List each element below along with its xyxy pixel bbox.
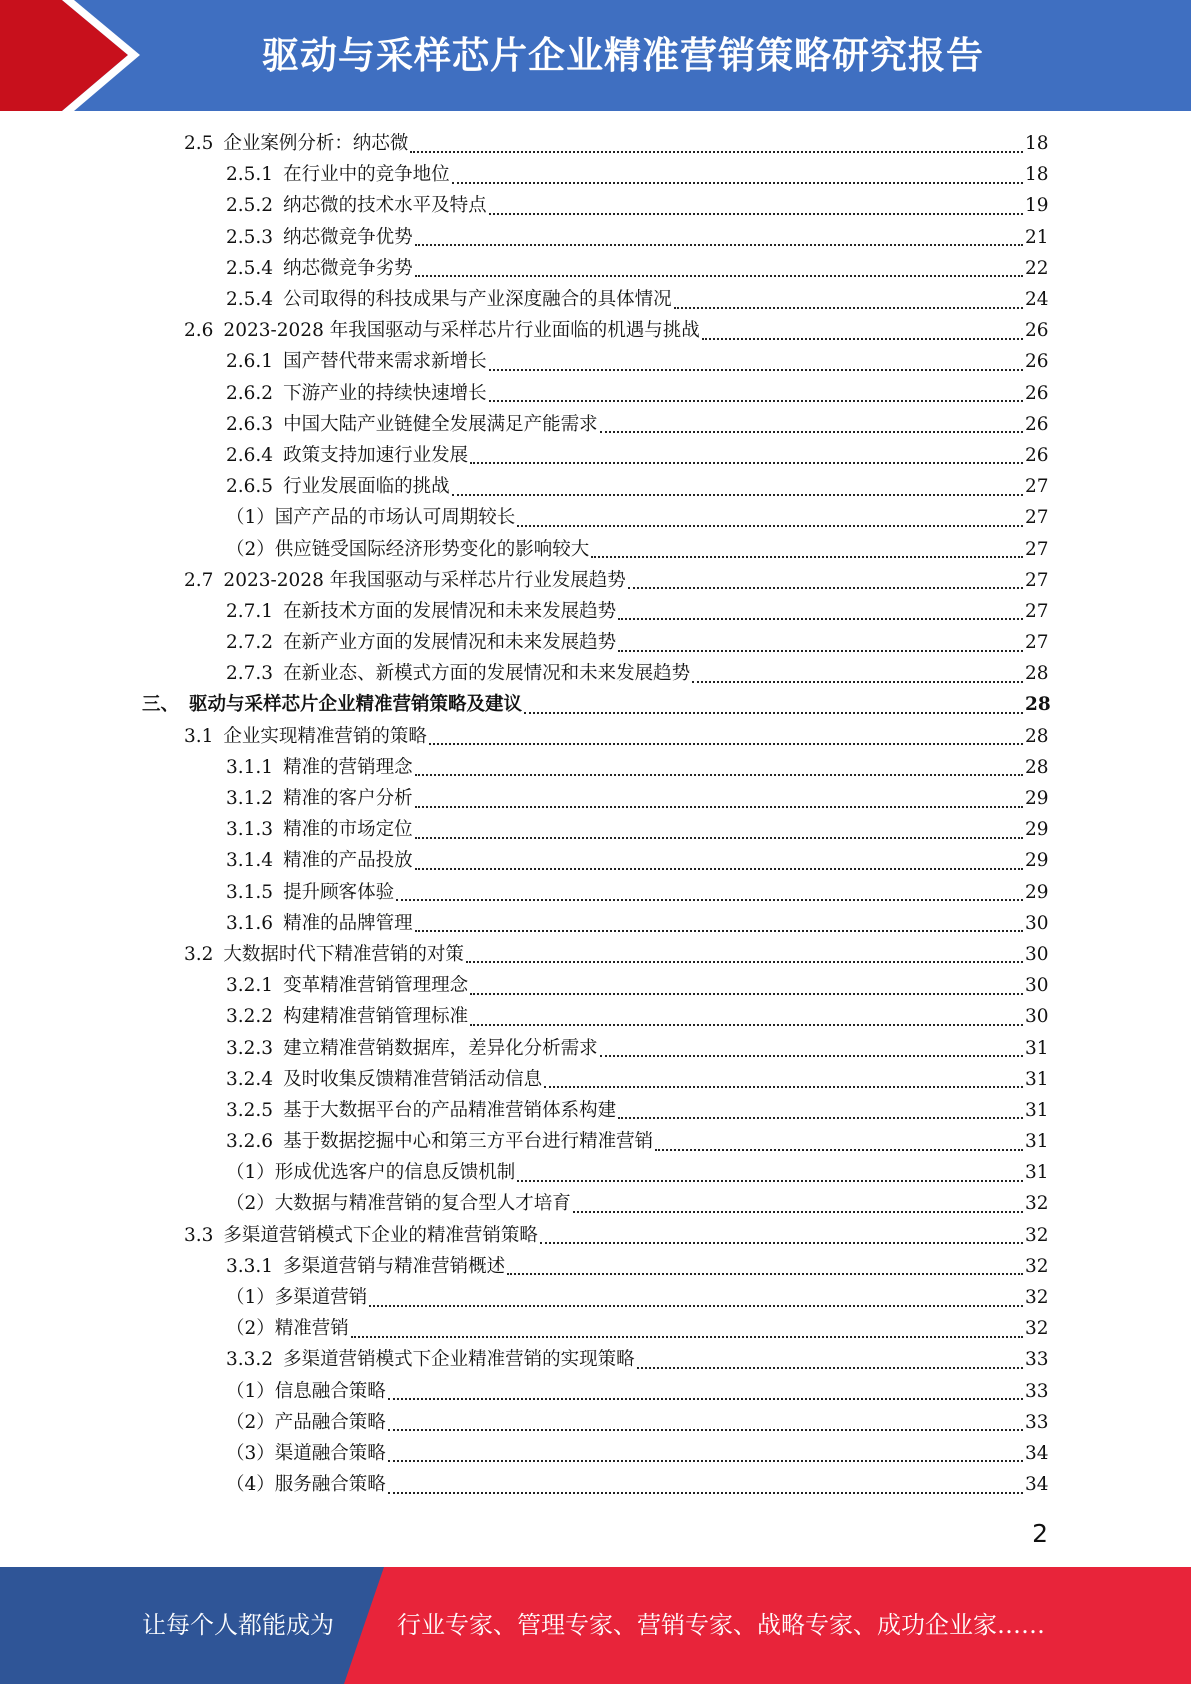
toc-entry-title: 精准的品牌管理 [283, 912, 413, 934]
toc-entry-title: 基于数据挖掘中心和第三方平台进行精准营销 [283, 1131, 654, 1153]
toc-entry-title: 公司取得的科技成果与产业深度融合的具体情况 [283, 289, 672, 311]
toc-entry-page: 28 [1025, 663, 1049, 685]
toc-dot-leader [573, 1199, 1023, 1213]
toc-entry-number: （2） [226, 1193, 275, 1215]
toc-entry-page: 27 [1025, 507, 1049, 529]
toc-entry-page: 26 [1025, 382, 1049, 404]
toc-entry-number: 3.2.4 [226, 1068, 274, 1090]
toc-dot-leader [466, 949, 1023, 963]
page-number: 2 [1032, 1519, 1048, 1548]
toc-dot-leader [637, 1355, 1023, 1369]
toc-entry[interactable] [0, 1344, 1191, 1375]
toc-entry[interactable] [0, 939, 1191, 970]
toc-entry-number: 3.3.2 [226, 1349, 274, 1371]
toc-entry-page: 27 [1025, 569, 1049, 591]
toc-entry-title: 建立精准营销数据库，差异化分析需求 [283, 1037, 598, 1059]
toc-entry[interactable] [0, 409, 1191, 440]
toc-entry-title: 行业发展面临的挑战 [283, 476, 450, 498]
toc-dot-leader [517, 1168, 1023, 1182]
toc-entry[interactable] [0, 1001, 1191, 1032]
toc-entry-number: 2.6.2 [226, 382, 274, 404]
header-arrow-decoration [0, 0, 160, 111]
toc-entry-page: 31 [1025, 1131, 1049, 1153]
toc-entry-title: 下游产业的持续快速增长 [283, 382, 487, 404]
toc-entry-title: 在新产业方面的发展情况和未来发展趋势 [283, 632, 617, 654]
toc-entry-page: 27 [1025, 600, 1049, 622]
toc-entry-number: （2） [226, 538, 275, 560]
toc-entry-number: 3.2.5 [226, 1099, 274, 1121]
toc-entry[interactable] [0, 596, 1191, 627]
toc-entry-title: 服务融合策略 [274, 1474, 386, 1496]
toc-entry-title: 多渠道营销与精准营销概述 [283, 1255, 506, 1277]
toc-entry[interactable] [0, 908, 1191, 939]
table-of-contents [0, 128, 1191, 1500]
toc-entry[interactable] [0, 845, 1191, 876]
toc-dot-leader [517, 513, 1023, 527]
toc-entry-number: 2.5.1 [226, 164, 274, 186]
toc-entry-title: 在行业中的竞争地位 [283, 164, 450, 186]
toc-entry[interactable] [0, 346, 1191, 377]
toc-entry[interactable] [0, 378, 1191, 409]
toc-dot-leader [388, 1386, 1023, 1400]
toc-entry[interactable] [0, 565, 1191, 596]
toc-entry-title: 国产产品的市场认可周期较长 [274, 507, 516, 529]
toc-entry[interactable] [0, 1157, 1191, 1188]
toc-entry-page: 28 [1025, 694, 1051, 716]
toc-dot-leader [410, 139, 1023, 153]
toc-entry[interactable] [0, 721, 1191, 752]
toc-dot-leader [415, 762, 1023, 776]
toc-dot-leader [628, 575, 1023, 589]
toc-entry-page: 32 [1025, 1224, 1049, 1246]
toc-entry[interactable] [0, 1407, 1191, 1438]
toc-entry-title: 构建精准营销管理标准 [283, 1006, 469, 1028]
toc-entry[interactable] [0, 284, 1191, 315]
toc-entry[interactable] [0, 128, 1191, 159]
toc-dot-leader [655, 1137, 1023, 1151]
toc-entry-title: 在新业态、新模式方面的发展情况和未来发展趋势 [283, 663, 691, 685]
toc-entry-title: 纳芯微的技术水平及特点 [283, 195, 487, 217]
toc-dot-leader [618, 606, 1023, 620]
toc-entry-title: 产品融合策略 [274, 1411, 386, 1433]
toc-entry-title: 纳芯微竞争劣势 [283, 257, 413, 279]
toc-dot-leader [369, 1293, 1023, 1307]
toc-dot-leader [600, 1043, 1023, 1057]
toc-entry-title: 驱动与采样芯片企业精准营销策略及建议 [189, 694, 523, 716]
toc-entry-number: 3.1.5 [226, 881, 274, 903]
toc-dot-leader [544, 1074, 1023, 1088]
toc-entry-page: 32 [1025, 1318, 1049, 1340]
toc-entry-number: 3.1.1 [226, 756, 274, 778]
toc-entry[interactable] [0, 814, 1191, 845]
toc-entry[interactable] [0, 222, 1191, 253]
toc-dot-leader [702, 326, 1023, 340]
toc-entry[interactable] [0, 315, 1191, 346]
toc-entry[interactable] [0, 1438, 1191, 1469]
toc-entry[interactable] [0, 689, 1191, 720]
toc-entry-page: 31 [1025, 1068, 1049, 1090]
toc-dot-leader [415, 856, 1023, 870]
toc-entry-number: 三、 [142, 694, 180, 716]
toc-dot-leader [507, 1261, 1023, 1275]
toc-entry-title: 大数据与精准营销的复合型人才培育 [274, 1193, 571, 1215]
toc-dot-leader [388, 1480, 1023, 1494]
toc-entry-page: 30 [1025, 1006, 1049, 1028]
toc-dot-leader [692, 669, 1023, 683]
toc-dot-leader [415, 794, 1023, 808]
toc-entry-page: 30 [1025, 943, 1049, 965]
toc-entry-page: 32 [1025, 1193, 1049, 1215]
toc-entry-number: （4） [226, 1474, 275, 1496]
toc-entry-number: 3.2 [184, 943, 214, 965]
toc-entry-page: 33 [1025, 1411, 1049, 1433]
footer-slogan-left: 让每个人都能成为 [142, 1611, 334, 1639]
toc-entry-number: 2.6.5 [226, 476, 274, 498]
toc-entry-page: 34 [1025, 1474, 1049, 1496]
toc-entry-title: 2023-2028 年我国驱动与采样芯片行业面临的机遇与挑战 [223, 320, 700, 342]
toc-entry-number: 2.7.1 [226, 600, 274, 622]
toc-dot-leader [524, 700, 1023, 714]
toc-entry-title: 供应链受国际经济形势变化的影响较大 [274, 538, 590, 560]
toc-entry-number: （1） [226, 1380, 275, 1402]
footer-slogan-right: 行业专家、管理专家、营销专家、战略专家、成功企业家…… [397, 1611, 1045, 1639]
toc-entry-number: （2） [226, 1318, 275, 1340]
toc-entry-number: 3.1.6 [226, 912, 274, 934]
toc-entry-title: 精准营销 [274, 1318, 349, 1340]
toc-entry-number: 3.2.6 [226, 1131, 274, 1153]
toc-entry-title: 2023-2028 年我国驱动与采样芯片行业发展趋势 [223, 569, 626, 591]
toc-entry-page: 26 [1025, 444, 1049, 466]
toc-entry[interactable] [0, 1188, 1191, 1219]
toc-entry[interactable] [0, 1032, 1191, 1063]
toc-entry-title: 精准的客户分析 [283, 788, 413, 810]
toc-entry-page: 30 [1025, 912, 1049, 934]
toc-entry[interactable] [0, 1313, 1191, 1344]
toc-entry[interactable] [0, 1376, 1191, 1407]
toc-entry[interactable] [0, 440, 1191, 471]
toc-dot-leader [351, 1324, 1023, 1338]
toc-entry[interactable] [0, 1095, 1191, 1126]
toc-entry-page: 32 [1025, 1287, 1049, 1309]
toc-entry-page: 32 [1025, 1255, 1049, 1277]
toc-dot-leader [396, 887, 1023, 901]
toc-entry[interactable] [0, 1282, 1191, 1313]
toc-entry[interactable] [0, 752, 1191, 783]
toc-entry[interactable] [0, 1220, 1191, 1251]
toc-entry-page: 18 [1025, 133, 1049, 155]
toc-entry-page: 26 [1025, 413, 1049, 435]
toc-entry-page: 22 [1025, 257, 1049, 279]
toc-entry-title: 大数据时代下精准营销的对策 [223, 943, 464, 965]
toc-dot-leader [470, 1012, 1023, 1026]
toc-entry-page: 31 [1025, 1162, 1049, 1184]
toc-entry-number: 2.7 [184, 569, 214, 591]
toc-dot-leader [415, 263, 1023, 277]
toc-entry-title: 渠道融合策略 [274, 1442, 386, 1464]
toc-entry-title: 多渠道营销模式下企业的精准营销策略 [223, 1224, 538, 1246]
toc-dot-leader [415, 918, 1023, 932]
toc-entry-title: 中国大陆产业链健全发展满足产能需求 [283, 413, 598, 435]
toc-entry[interactable] [0, 502, 1191, 533]
toc-entry-page: 31 [1025, 1037, 1049, 1059]
toc-dot-leader [452, 170, 1023, 184]
toc-entry-page: 18 [1025, 164, 1049, 186]
toc-entry[interactable] [0, 970, 1191, 1001]
page-header [0, 0, 1191, 111]
toc-entry-number: 3.1.4 [226, 850, 274, 872]
toc-entry-number: 3.3.1 [226, 1255, 274, 1277]
toc-entry-title: 纳芯微竞争优势 [283, 226, 413, 248]
toc-entry-number: 3.2.2 [226, 1006, 274, 1028]
toc-entry-title: 企业实现精准营销的策略 [223, 725, 427, 747]
toc-dot-leader [452, 482, 1023, 496]
toc-entry-page: 26 [1025, 351, 1049, 373]
toc-entry[interactable] [0, 253, 1191, 284]
toc-dot-leader [415, 232, 1023, 246]
page-footer [0, 1567, 1191, 1684]
toc-entry-number: 3.1.2 [226, 788, 274, 810]
toc-dot-leader [489, 388, 1023, 402]
toc-dot-leader [470, 981, 1023, 995]
toc-entry-page: 33 [1025, 1380, 1049, 1402]
toc-entry-page: 29 [1025, 788, 1049, 810]
toc-entry-number: 3.3 [184, 1224, 214, 1246]
toc-dot-leader [540, 1230, 1023, 1244]
toc-entry-number: 3.2.1 [226, 975, 274, 997]
toc-entry-number: 2.5.4 [226, 289, 274, 311]
toc-entry-page: 29 [1025, 819, 1049, 841]
toc-entry-page: 24 [1025, 289, 1049, 311]
report-title: 驱动与采样芯片企业精准营销策略研究报告 [262, 34, 984, 77]
toc-dot-leader [674, 295, 1023, 309]
toc-entry[interactable] [0, 627, 1191, 658]
toc-dot-leader [415, 825, 1023, 839]
toc-entry[interactable] [0, 190, 1191, 221]
toc-entry-number: 2.6 [184, 320, 214, 342]
toc-entry-title: 及时收集反馈精准营销活动信息 [283, 1068, 543, 1090]
toc-entry[interactable] [0, 533, 1191, 564]
toc-entry-page: 33 [1025, 1349, 1049, 1371]
toc-dot-leader [388, 1417, 1023, 1431]
toc-entry[interactable] [0, 1126, 1191, 1157]
toc-entry-page: 31 [1025, 1099, 1049, 1121]
toc-entry-title: 信息融合策略 [274, 1380, 386, 1402]
toc-entry-title: 多渠道营销 [274, 1287, 368, 1309]
toc-entry[interactable] [0, 877, 1191, 908]
toc-entry-page: 30 [1025, 975, 1049, 997]
toc-entry-title: 在新技术方面的发展情况和未来发展趋势 [283, 600, 617, 622]
toc-entry[interactable] [0, 1469, 1191, 1500]
toc-entry-number: 3.1 [184, 725, 214, 747]
toc-dot-leader [489, 357, 1023, 371]
toc-entry[interactable] [0, 471, 1191, 502]
toc-entry-title: 变革精准营销管理理念 [283, 975, 469, 997]
toc-entry-page: 28 [1025, 756, 1049, 778]
toc-entry-title: 形成优选客户的信息反馈机制 [274, 1162, 516, 1184]
toc-entry-number: （1） [226, 1162, 275, 1184]
toc-entry-page: 28 [1025, 725, 1049, 747]
toc-dot-leader [429, 731, 1023, 745]
toc-entry-title: 国产替代带来需求新增长 [283, 351, 487, 373]
toc-dot-leader [600, 419, 1023, 433]
toc-entry-page: 27 [1025, 476, 1049, 498]
toc-entry-title: 企业案例分析：纳芯微 [223, 133, 409, 155]
toc-entry-number: 2.6.1 [226, 351, 274, 373]
toc-entry-number: （3） [226, 1442, 275, 1464]
toc-entry-number: 2.5.2 [226, 195, 274, 217]
toc-dot-leader [489, 201, 1023, 215]
toc-entry-number: 3.1.3 [226, 819, 274, 841]
toc-entry[interactable] [0, 1064, 1191, 1095]
toc-entry-number: 2.5 [184, 133, 214, 155]
toc-entry[interactable] [0, 783, 1191, 814]
toc-entry-number: 2.5.4 [226, 257, 274, 279]
toc-entry-page: 27 [1025, 632, 1049, 654]
toc-dot-leader [591, 544, 1023, 558]
toc-dot-leader [388, 1448, 1023, 1462]
toc-entry-title: 多渠道营销模式下企业精准营销的实现策略 [283, 1349, 635, 1371]
toc-entry-title: 基于大数据平台的产品精准营销体系构建 [283, 1099, 617, 1121]
toc-dot-leader [618, 638, 1023, 652]
toc-entry-number: 3.2.3 [226, 1037, 274, 1059]
toc-entry-number: 2.7.2 [226, 632, 274, 654]
toc-entry-title: 政策支持加速行业发展 [283, 444, 469, 466]
toc-entry-page: 19 [1025, 195, 1049, 217]
toc-entry-page: 21 [1025, 226, 1049, 248]
toc-entry-page: 26 [1025, 320, 1049, 342]
toc-entry[interactable] [0, 159, 1191, 190]
toc-entry-page: 34 [1025, 1442, 1049, 1464]
toc-entry[interactable] [0, 658, 1191, 689]
toc-dot-leader [470, 450, 1023, 464]
toc-entry-number: 2.5.3 [226, 226, 274, 248]
toc-entry-title: 精准的市场定位 [283, 819, 413, 841]
toc-entry-number: （2） [226, 1411, 275, 1433]
toc-entry-number: 2.6.4 [226, 444, 274, 466]
toc-entry-page: 29 [1025, 850, 1049, 872]
toc-entry-title: 精准的产品投放 [283, 850, 413, 872]
toc-entry-page: 27 [1025, 538, 1049, 560]
toc-entry-number: 2.7.3 [226, 663, 274, 685]
toc-entry-title: 精准的营销理念 [283, 756, 413, 778]
toc-entry-number: （1） [226, 1287, 275, 1309]
toc-entry-page: 29 [1025, 881, 1049, 903]
toc-entry-number: 2.6.3 [226, 413, 274, 435]
toc-entry[interactable] [0, 1251, 1191, 1282]
toc-dot-leader [618, 1105, 1023, 1119]
toc-entry-title: 提升顾客体验 [283, 881, 395, 903]
toc-entry-number: （1） [226, 507, 275, 529]
